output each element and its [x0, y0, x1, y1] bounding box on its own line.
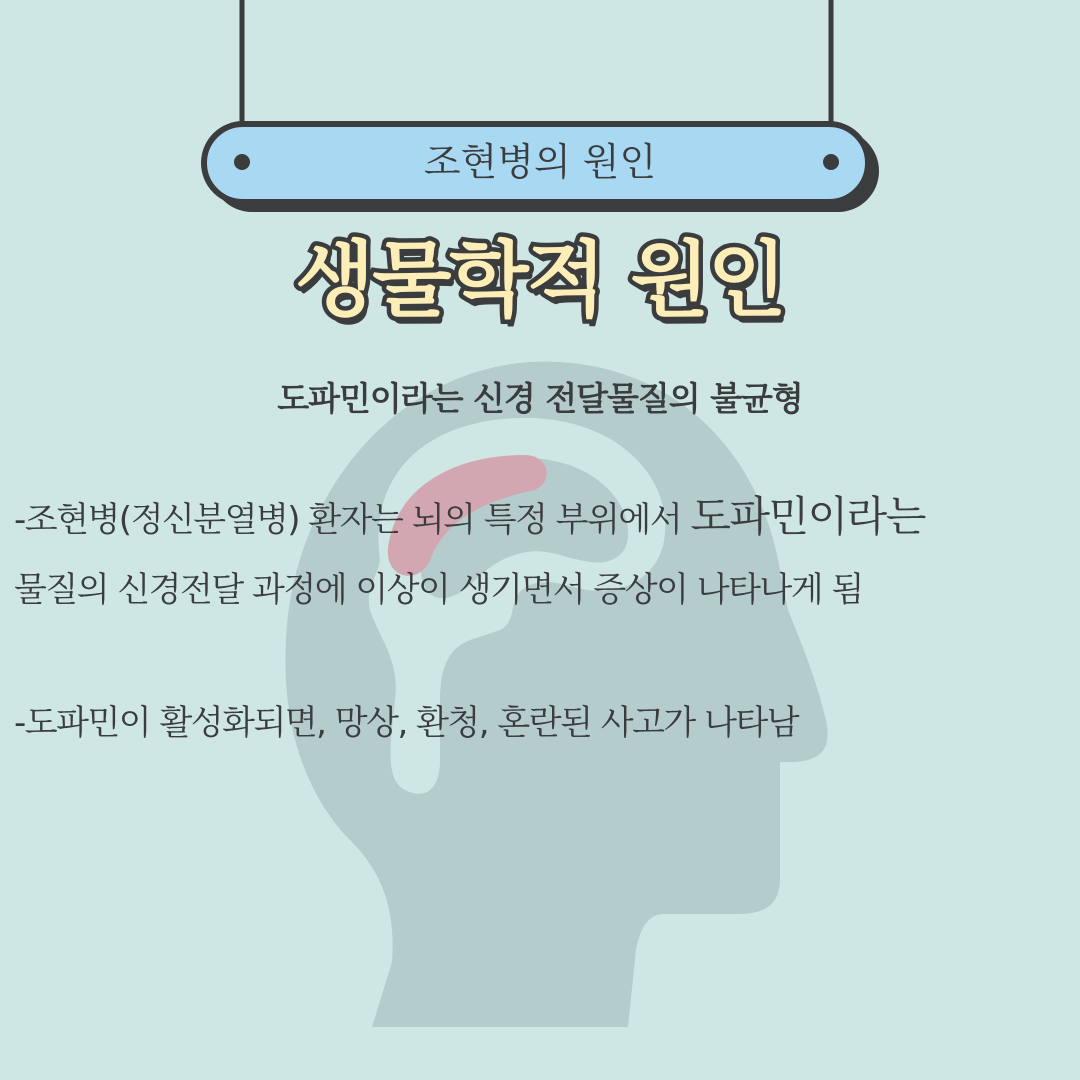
paragraph-symptoms [14, 688, 1074, 758]
page-title: 생물학적 원인 [295, 233, 785, 328]
sign-label: 조현병의 원인 [423, 140, 657, 184]
page-subtitle: 도파민이라는 신경 전달물질의 불균형 [277, 379, 803, 418]
paragraph-cause [14, 482, 1074, 625]
paragraph-cause-line2: 물질의 신경전달 과정에 이상이 생기면서 증상이 나타나게 됨 [14, 570, 863, 610]
paragraph-cause-line1: -조현병(정신분열병) 환자는 뇌의 특정 부위에서 [14, 500, 691, 540]
hanging-sign [0, 0, 1080, 230]
paragraph-cause-emphasis: 도파민이라는 [690, 492, 925, 541]
paragraph-symptoms-text: -도파민이 활성화되면, 망상, 환청, 혼란된 사고가 나타남 [14, 703, 799, 743]
